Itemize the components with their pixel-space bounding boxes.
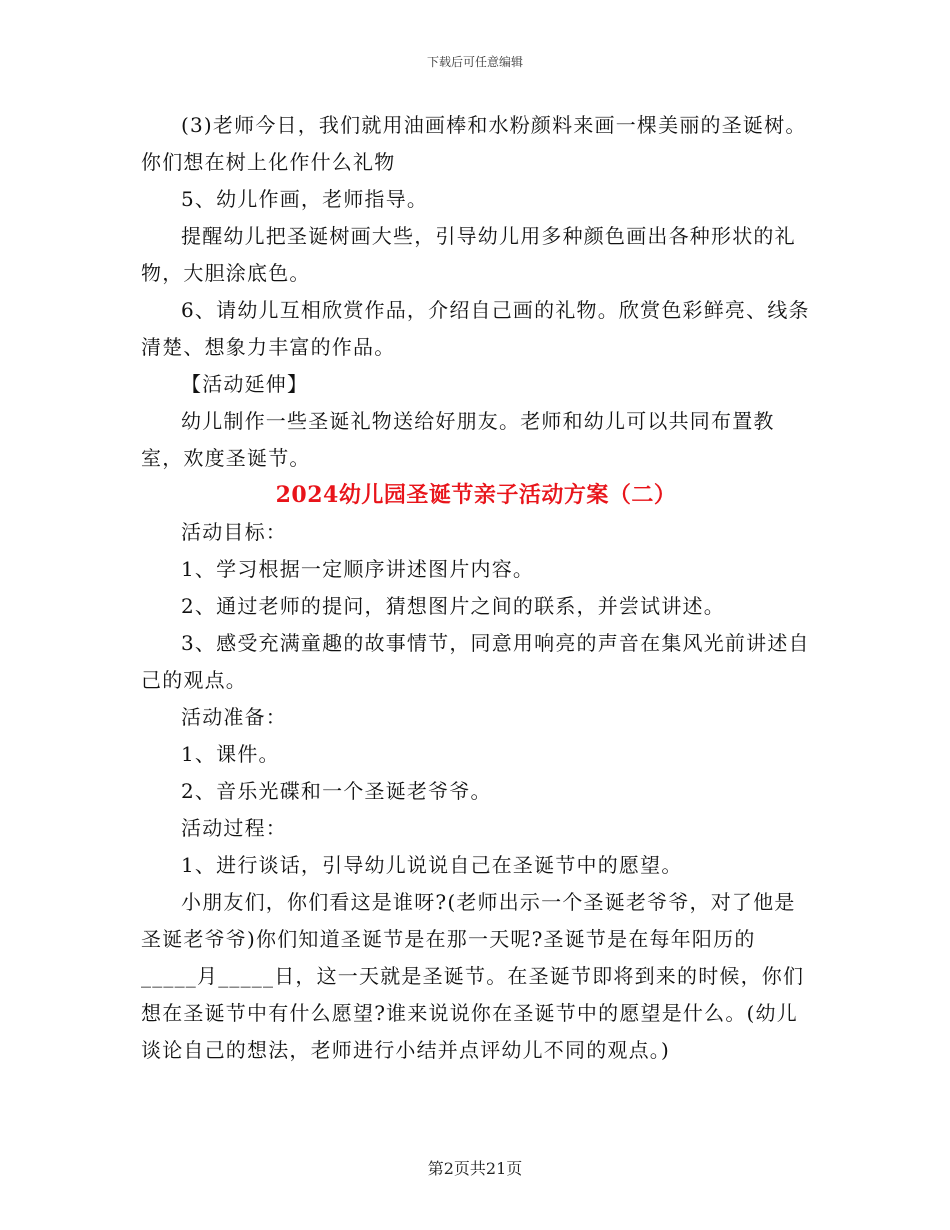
paragraph-heading: 活动准备： [181, 705, 287, 729]
paragraph: 6、请幼儿互相欣赏作品，介绍自己画的礼物。欣赏色彩鲜亮、线条清楚、想象力丰富的作品。 [141, 298, 810, 359]
paragraph: 1、课件。 [181, 742, 280, 766]
paragraph: 提醒幼儿把圣诞树画大些，引导幼儿用多种颜色画出各种形状的礼物，大胆涂底色。 [141, 224, 796, 285]
paragraph-heading: 活动过程： [181, 816, 287, 840]
page-number: 第2页共21页 [427, 1159, 523, 1178]
paragraph: 3、感受充满童趣的故事情节，同意用响亮的声音在集风光前讲述自己的观点。 [141, 631, 810, 692]
section-title: 2024幼儿园圣诞节亲子活动方案（二） [275, 482, 677, 508]
page-header-note: 下载后可任意编辑 [426, 55, 523, 69]
paragraph: 小朋友们，你们看这是谁呀?(老师出示一个圣诞老爷爷，对了他是圣诞老爷爷)你们知道圣诞节是在那一天呢?圣诞节是在每年阳历的_____月_____日，这一天就是圣诞节。在圣诞节即将到来的时候，你们想在圣诞节中有什么愿望?谁来说说你在圣诞节中的愿望是什么。(幼儿谈论自己的想法，老师进行小结并点评幼儿不同的观点。) [141, 890, 805, 1062]
paragraph: 1、学习根据一定顺序讲述图片内容。 [181, 557, 535, 581]
paragraph-heading: 【活动延伸】 [181, 372, 309, 396]
paragraph: 幼儿制作一些圣诞礼物送给好朋友。老师和幼儿可以共同布置教室，欢度圣诞节。 [141, 409, 775, 470]
paragraph: (3)老师今日，我们就用油画棒和水粉颜料来画一棵美丽的圣诞树。你们想在树上化作什么礼物 [141, 113, 807, 174]
paragraph: 5、幼儿作画，老师指导。 [181, 187, 429, 211]
paragraph: 2、音乐光碟和一个圣诞老爷爷。 [181, 779, 492, 803]
paragraph-heading: 活动目标： [181, 520, 287, 544]
paragraph: 2、通过老师的提问，猜想图片之间的联系，并尝试讲述。 [181, 594, 725, 618]
paragraph: 1、进行谈话，引导幼儿说说自己在圣诞节中的愿望。 [181, 853, 683, 877]
document-body [141, 107, 811, 1069]
